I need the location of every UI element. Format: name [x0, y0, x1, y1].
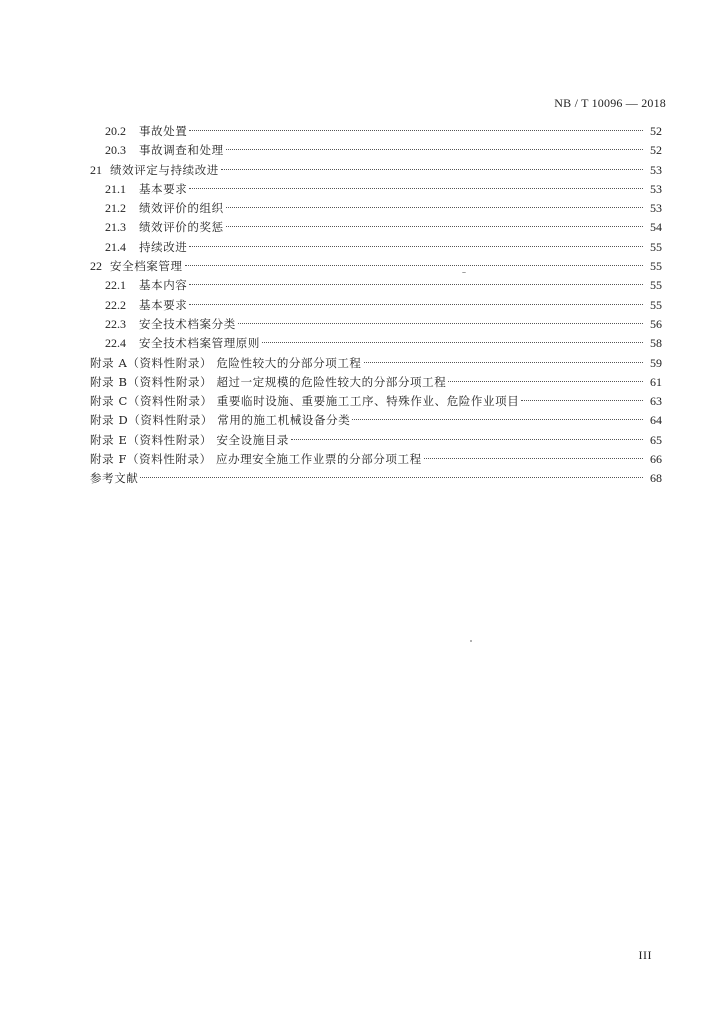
toc-entry-title: 持续改进: [139, 239, 188, 254]
toc-entry-21-2[interactable]: [90, 199, 662, 218]
toc-entry-title: 附录 C（资料性附录） 重要临时设施、重要施工工序、特殊作业、危险作业项目: [90, 394, 520, 409]
dot-leader: [221, 169, 643, 170]
toc-entry-page: 64: [650, 413, 662, 428]
toc-entry-number: 21.3: [105, 220, 126, 235]
toc-entry-22-4[interactable]: [90, 334, 662, 353]
dot-leader: [189, 188, 643, 189]
toc-entry-number: 21.1: [105, 181, 126, 196]
toc-entry-number: 21.2: [105, 201, 126, 216]
toc-entry-title: 安全技术档案管理原则: [139, 336, 260, 351]
document-code: NB / T 10096 — 2018: [554, 96, 666, 110]
toc-entry-title: 附录 E（资料性附录） 安全设施目录: [90, 432, 290, 447]
toc-entry-appendix-b[interactable]: [90, 373, 662, 392]
toc-entry-page: 61: [650, 374, 662, 389]
toc-entry-page: 55: [650, 239, 662, 254]
dot-leader: [189, 284, 643, 285]
toc-entry-number: 22.4: [105, 336, 126, 351]
toc-entry-page: 54: [650, 220, 662, 235]
dot-leader: [226, 207, 643, 208]
toc-entry-21-3[interactable]: [90, 218, 662, 237]
toc-entry-number: 22.3: [105, 316, 126, 331]
toc-entry-number: 22: [90, 259, 102, 274]
toc-entry-20-3[interactable]: [90, 141, 662, 160]
dot-leader: [189, 304, 643, 305]
toc-entry-page: 55: [650, 278, 662, 293]
toc-entry-title: 绩效评价的奖惩: [139, 220, 224, 235]
toc-entry-21[interactable]: [90, 161, 662, 180]
toc-entry-title: 附录 B（资料性附录） 超过一定规模的危险性较大的分部分项工程: [90, 374, 447, 389]
toc-entry-page: 52: [650, 143, 662, 158]
toc-entry-title: 基本内容: [139, 278, 188, 293]
scan-speck: [462, 272, 466, 273]
toc-entry-number: 20.3: [105, 143, 126, 158]
dot-leader: [226, 226, 643, 227]
toc-entry-title: 安全档案管理: [110, 259, 183, 274]
toc-entry-number: 20.2: [105, 124, 126, 138]
toc-entry-title: 基本要求: [139, 297, 188, 312]
dot-leader: [364, 362, 643, 363]
toc-entry-title: 绩效评价的组织: [139, 201, 224, 216]
toc-entry-appendix-c[interactable]: [90, 392, 662, 411]
toc-entry-page: 63: [650, 394, 662, 409]
toc-entry-number: 22.2: [105, 297, 126, 312]
toc-entry-title: 事故处置: [139, 124, 188, 138]
toc-entry-page: 53: [650, 162, 662, 177]
toc-entry-appendix-a[interactable]: [90, 354, 662, 373]
toc-entry-page: 53: [650, 201, 662, 216]
toc-entry-page: 55: [650, 259, 662, 274]
dot-leader: [185, 265, 643, 266]
toc-entry-21-1[interactable]: [90, 180, 662, 199]
toc-entry-page: 66: [650, 452, 662, 467]
toc-entry-22[interactable]: [90, 257, 662, 276]
dot-leader: [352, 419, 643, 420]
dot-leader: [226, 149, 643, 150]
dot-leader: [238, 323, 643, 324]
dot-leader: [424, 458, 643, 459]
dot-leader: [189, 246, 643, 247]
toc-entry-title: 附录 A（资料性附录） 危险性较大的分部分项工程: [90, 355, 362, 370]
toc-entry-appendix-f[interactable]: [90, 450, 662, 469]
toc-entry-title: 安全技术档案分类: [139, 316, 236, 331]
toc-entry-page: 68: [650, 471, 662, 486]
table-of-contents: [90, 122, 662, 489]
dot-leader: [448, 381, 643, 382]
dot-leader: [140, 477, 643, 478]
toc-entry-title: 附录 D（资料性附录） 常用的施工机械设备分类: [90, 413, 351, 428]
toc-entry-22-2[interactable]: [90, 296, 662, 315]
toc-entry-page: 56: [650, 316, 662, 331]
dot-leader: [189, 130, 643, 131]
toc-entry-appendix-e[interactable]: [90, 431, 662, 450]
toc-entry-title: 绩效评定与持续改进: [110, 162, 219, 177]
scan-speck: [470, 640, 472, 642]
toc-entry-appendix-d[interactable]: [90, 411, 662, 430]
toc-entry-21-4[interactable]: [90, 238, 662, 257]
toc-entry-references[interactable]: [90, 469, 662, 488]
toc-entry-title: 附录 F（资料性附录） 应办理安全施工作业票的分部分项工程: [90, 452, 422, 467]
page-number: III: [638, 948, 652, 962]
toc-entry-title: 基本要求: [139, 181, 188, 196]
toc-entry-page: 58: [650, 336, 662, 351]
dot-leader: [521, 400, 643, 401]
toc-entry-20-2[interactable]: [90, 122, 662, 141]
toc-entry-22-3[interactable]: [90, 315, 662, 334]
toc-entry-page: 65: [650, 432, 662, 447]
toc-entry-page: 59: [650, 355, 662, 370]
toc-entry-title: 事故调查和处理: [139, 143, 224, 158]
toc-entry-number: 22.1: [105, 278, 126, 293]
dot-leader: [291, 439, 643, 440]
toc-entry-number: 21.4: [105, 239, 126, 254]
toc-entry-page: 55: [650, 297, 662, 312]
toc-entry-page: 52: [650, 124, 662, 138]
toc-entry-page: 53: [650, 181, 662, 196]
toc-entry-number: 21: [90, 162, 102, 177]
toc-entry-22-1[interactable]: [90, 276, 662, 295]
toc-entry-title: 参考文献: [90, 471, 139, 486]
dot-leader: [262, 342, 643, 343]
